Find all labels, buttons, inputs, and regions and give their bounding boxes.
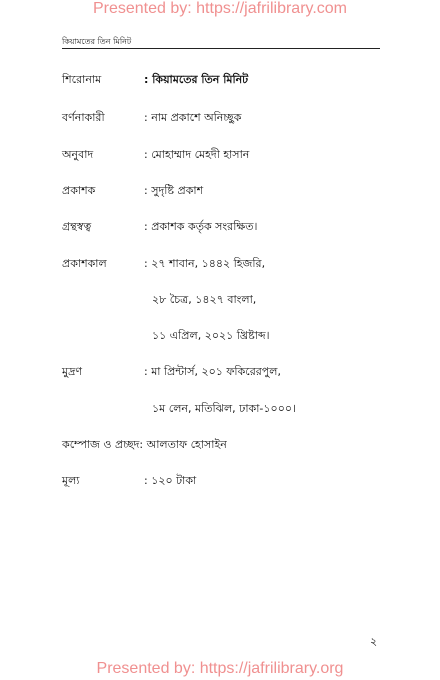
publisher-value: : সুদৃষ্টি প্রকাশ — [144, 184, 204, 197]
printer-line-1: : মা প্রিন্টার্স, ২০১ ফকিরেরপুল, — [144, 365, 281, 378]
price-value: : ১২০ টাকা — [144, 474, 197, 487]
header-rule — [62, 48, 380, 49]
published-line-1: : ২৭ শাবান, ১৪৪২ হিজরি, — [144, 257, 266, 270]
published-line-3: ১১ এপ্রিল, ২০২১ খ্রিষ্টাব্দ। — [152, 329, 270, 342]
published-label: প্রকাশকাল — [62, 257, 107, 270]
printer-label: মুদ্রণ — [62, 365, 83, 378]
watermark-bottom: Presented by: https://jafrilibrary.org — [96, 660, 344, 677]
publisher-label: প্রকাশক — [62, 184, 96, 197]
printer-line-2: ১ম লেন, মতিঝিল, ঢাকা-১০০০। — [152, 402, 296, 415]
price-label: মূল্য — [62, 474, 80, 487]
page-number: ২ — [370, 635, 378, 648]
title-value: : কিয়ামতের তিন মিনিট — [144, 73, 249, 86]
watermark-top: Presented by: https://jafrilibrary.com — [92, 0, 348, 17]
running-header: কিয়ামতের তিন মিনিট — [62, 37, 132, 46]
compose-cover-credit: কম্পোজ ও প্রচ্ছদ: আলতাফ হোসাইন — [62, 438, 227, 451]
translator-label: অনুবাদ — [62, 148, 94, 161]
narrator-label: বর্ণনাকারী — [62, 111, 105, 124]
title-label: শিরোনাম — [62, 73, 102, 86]
translator-value: : মোহাম্মাদ মেহদী হাসান — [144, 148, 250, 161]
copyright-value: : প্রকাশক কর্তৃক সংরক্ষিত। — [144, 220, 258, 233]
published-line-2: ২৮ চৈত্র, ১৪২৭ বাংলা, — [152, 293, 257, 306]
narrator-value: : নাম প্রকাশে অনিচ্ছুক — [144, 111, 242, 124]
copyright-label: গ্রন্থস্বত্ব — [62, 220, 92, 233]
